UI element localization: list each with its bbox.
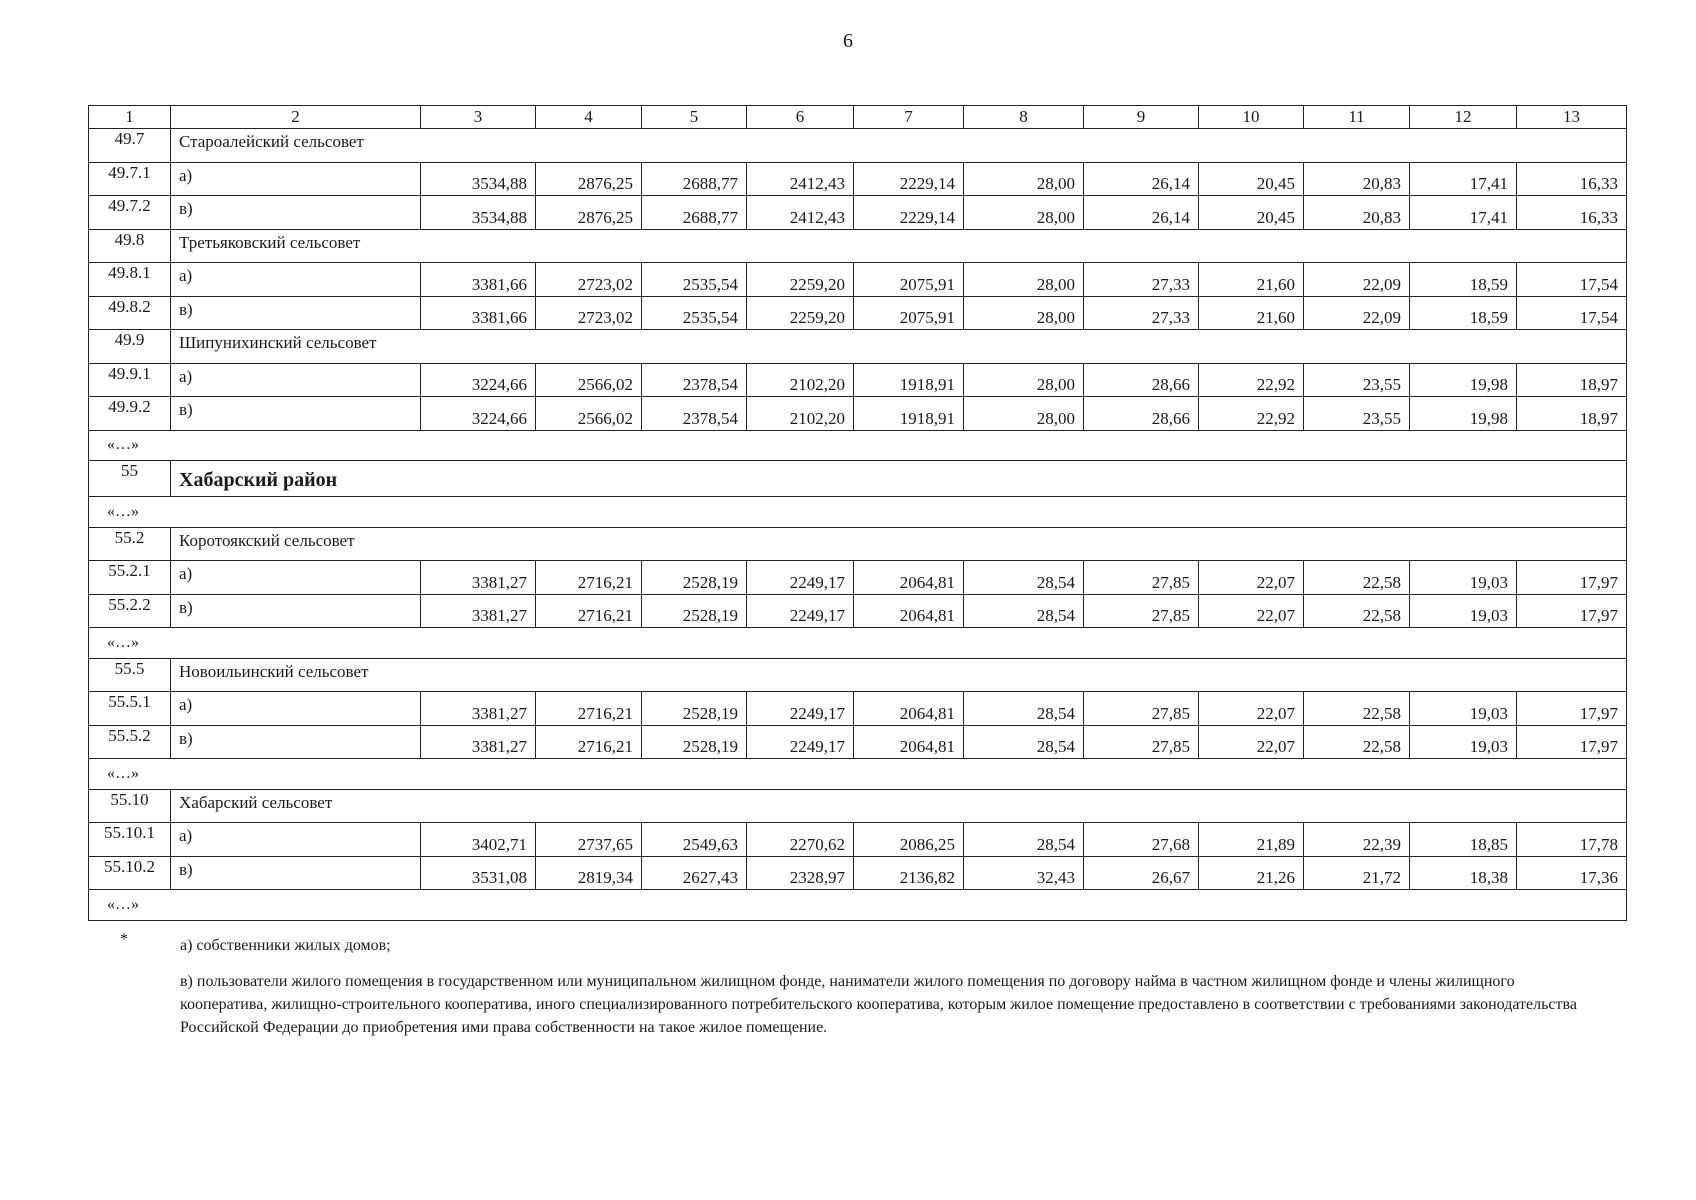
table-row bbox=[89, 397, 1627, 431]
row-code: 49.7.2 bbox=[89, 196, 171, 230]
value-cell: 2412,43 bbox=[747, 162, 854, 196]
value-cell: 2528,19 bbox=[642, 561, 747, 595]
district-row bbox=[89, 461, 1627, 497]
omitted-marker: «…» bbox=[89, 759, 1627, 790]
value-cell: 3381,27 bbox=[421, 561, 536, 595]
row-code: 49.9.1 bbox=[89, 363, 171, 397]
value-cell: 17,78 bbox=[1517, 823, 1627, 857]
value-cell: 1918,91 bbox=[854, 397, 964, 431]
value-cell: 27,85 bbox=[1084, 561, 1199, 595]
table-row bbox=[89, 363, 1627, 397]
value-cell: 28,00 bbox=[964, 162, 1084, 196]
value-cell: 21,72 bbox=[1304, 856, 1410, 890]
omitted-marker: «…» bbox=[89, 890, 1627, 921]
row-code: 55.5.1 bbox=[89, 692, 171, 726]
value-cell: 28,54 bbox=[964, 692, 1084, 726]
row-code: 49.8 bbox=[89, 229, 171, 263]
value-cell: 22,07 bbox=[1199, 692, 1304, 726]
tariff-table bbox=[88, 105, 1627, 921]
value-cell: 17,97 bbox=[1517, 561, 1627, 595]
value-cell: 2412,43 bbox=[747, 196, 854, 230]
value-cell: 2259,20 bbox=[747, 263, 854, 297]
value-cell: 17,97 bbox=[1517, 594, 1627, 628]
value-cell: 28,66 bbox=[1084, 397, 1199, 431]
row-code: 55.5 bbox=[89, 658, 171, 692]
table-row bbox=[89, 561, 1627, 595]
category-label: а) bbox=[171, 263, 421, 297]
value-cell: 2102,20 bbox=[747, 363, 854, 397]
value-cell: 27,68 bbox=[1084, 823, 1199, 857]
value-cell: 19,98 bbox=[1410, 397, 1517, 431]
column-header: 1 bbox=[89, 106, 171, 129]
value-cell: 20,45 bbox=[1199, 196, 1304, 230]
table-body bbox=[89, 106, 1627, 921]
footnote-owners: а) собственники жилых домов; bbox=[180, 937, 391, 954]
value-cell: 19,98 bbox=[1410, 363, 1517, 397]
value-cell: 27,85 bbox=[1084, 594, 1199, 628]
district-name: Хабарский район bbox=[171, 461, 1627, 497]
value-cell: 26,67 bbox=[1084, 856, 1199, 890]
value-cell: 2075,91 bbox=[854, 296, 964, 330]
section-name: Староалейский сельсовет bbox=[171, 129, 1627, 163]
value-cell: 2378,54 bbox=[642, 363, 747, 397]
category-label: в) bbox=[171, 397, 421, 431]
table-row bbox=[89, 594, 1627, 628]
row-code: 55.2.2 bbox=[89, 594, 171, 628]
footnote-users: в) пользователи жилого помещения в государственном или муниципальном жилищном фонде, наниматели жилого помещения по договору найма в частном жилищном фонде и члены жилищного кооператива, жилищно-строительного кооператива, иного специализированного потребительского кооператива, которым жилое помещение предоставлено в соответствии с требованиями законодательства Российской Федерации до приобретения ими права собственности на такое жилое помещение. bbox=[180, 973, 1577, 1036]
ellipsis-row bbox=[89, 497, 1627, 528]
value-cell: 19,03 bbox=[1410, 561, 1517, 595]
value-cell: 2819,34 bbox=[536, 856, 642, 890]
value-cell: 18,59 bbox=[1410, 263, 1517, 297]
table-row bbox=[89, 692, 1627, 726]
section-row bbox=[89, 527, 1627, 561]
column-header: 8 bbox=[964, 106, 1084, 129]
column-header: 11 bbox=[1304, 106, 1410, 129]
value-cell: 17,54 bbox=[1517, 296, 1627, 330]
value-cell: 22,58 bbox=[1304, 692, 1410, 726]
table-row bbox=[89, 856, 1627, 890]
column-header: 4 bbox=[536, 106, 642, 129]
value-cell: 2075,91 bbox=[854, 263, 964, 297]
value-cell: 28,00 bbox=[964, 296, 1084, 330]
value-cell: 3224,66 bbox=[421, 397, 536, 431]
value-cell: 26,14 bbox=[1084, 162, 1199, 196]
row-code: 55.10.2 bbox=[89, 856, 171, 890]
value-cell: 18,97 bbox=[1517, 363, 1627, 397]
section-name: Новоильинский сельсовет bbox=[171, 658, 1627, 692]
column-header: 3 bbox=[421, 106, 536, 129]
category-label: а) bbox=[171, 561, 421, 595]
ellipsis-row bbox=[89, 628, 1627, 659]
value-cell: 3381,27 bbox=[421, 594, 536, 628]
value-cell: 2229,14 bbox=[854, 196, 964, 230]
section-name: Шипунихинский сельсовет bbox=[171, 330, 1627, 364]
value-cell: 18,59 bbox=[1410, 296, 1517, 330]
value-cell: 22,09 bbox=[1304, 263, 1410, 297]
value-cell: 2259,20 bbox=[747, 296, 854, 330]
footnote-marker: * bbox=[120, 931, 128, 948]
value-cell: 18,85 bbox=[1410, 823, 1517, 857]
value-cell: 28,54 bbox=[964, 561, 1084, 595]
section-row bbox=[89, 129, 1627, 163]
value-cell: 22,58 bbox=[1304, 725, 1410, 759]
section-name: Коротоякский сельсовет bbox=[171, 527, 1627, 561]
value-cell: 3402,71 bbox=[421, 823, 536, 857]
value-cell: 19,03 bbox=[1410, 725, 1517, 759]
row-code: 55.10.1 bbox=[89, 823, 171, 857]
column-header: 2 bbox=[171, 106, 421, 129]
column-header: 10 bbox=[1199, 106, 1304, 129]
value-cell: 22,07 bbox=[1199, 594, 1304, 628]
value-cell: 2064,81 bbox=[854, 725, 964, 759]
value-cell: 2086,25 bbox=[854, 823, 964, 857]
value-cell: 2535,54 bbox=[642, 296, 747, 330]
value-cell: 16,33 bbox=[1517, 162, 1627, 196]
ellipsis-row bbox=[89, 430, 1627, 461]
value-cell: 2249,17 bbox=[747, 692, 854, 726]
value-cell: 2528,19 bbox=[642, 692, 747, 726]
value-cell: 20,45 bbox=[1199, 162, 1304, 196]
category-label: в) bbox=[171, 856, 421, 890]
page-number: 6 bbox=[843, 30, 853, 52]
table-row bbox=[89, 162, 1627, 196]
table-row bbox=[89, 296, 1627, 330]
value-cell: 2723,02 bbox=[536, 296, 642, 330]
value-cell: 17,54 bbox=[1517, 263, 1627, 297]
row-code: 55.5.2 bbox=[89, 725, 171, 759]
value-cell: 17,41 bbox=[1410, 196, 1517, 230]
value-cell: 28,54 bbox=[964, 594, 1084, 628]
row-code: 49.9.2 bbox=[89, 397, 171, 431]
value-cell: 3534,88 bbox=[421, 196, 536, 230]
value-cell: 2328,97 bbox=[747, 856, 854, 890]
value-cell: 2535,54 bbox=[642, 263, 747, 297]
value-cell: 3381,27 bbox=[421, 692, 536, 726]
value-cell: 22,92 bbox=[1199, 397, 1304, 431]
value-cell: 27,85 bbox=[1084, 725, 1199, 759]
omitted-marker: «…» bbox=[89, 497, 1627, 528]
value-cell: 23,55 bbox=[1304, 397, 1410, 431]
value-cell: 3381,66 bbox=[421, 263, 536, 297]
value-cell: 28,00 bbox=[964, 397, 1084, 431]
value-cell: 17,41 bbox=[1410, 162, 1517, 196]
category-label: а) bbox=[171, 692, 421, 726]
value-cell: 22,58 bbox=[1304, 594, 1410, 628]
value-cell: 2716,21 bbox=[536, 692, 642, 726]
value-cell: 18,38 bbox=[1410, 856, 1517, 890]
section-row bbox=[89, 789, 1627, 823]
value-cell: 2723,02 bbox=[536, 263, 642, 297]
value-cell: 22,07 bbox=[1199, 561, 1304, 595]
value-cell: 22,07 bbox=[1199, 725, 1304, 759]
value-cell: 2270,62 bbox=[747, 823, 854, 857]
category-label: в) bbox=[171, 296, 421, 330]
row-code: 49.8.1 bbox=[89, 263, 171, 297]
value-cell: 27,33 bbox=[1084, 263, 1199, 297]
value-cell: 19,03 bbox=[1410, 692, 1517, 726]
value-cell: 2249,17 bbox=[747, 725, 854, 759]
ellipsis-row bbox=[89, 759, 1627, 790]
value-cell: 32,43 bbox=[964, 856, 1084, 890]
table-row bbox=[89, 725, 1627, 759]
value-cell: 23,55 bbox=[1304, 363, 1410, 397]
value-cell: 22,09 bbox=[1304, 296, 1410, 330]
value-cell: 2528,19 bbox=[642, 594, 747, 628]
category-label: а) bbox=[171, 823, 421, 857]
value-cell: 21,60 bbox=[1199, 263, 1304, 297]
value-cell: 20,83 bbox=[1304, 162, 1410, 196]
row-code: 55.2 bbox=[89, 527, 171, 561]
value-cell: 2549,63 bbox=[642, 823, 747, 857]
value-cell: 2688,77 bbox=[642, 196, 747, 230]
value-cell: 28,54 bbox=[964, 725, 1084, 759]
value-cell: 22,92 bbox=[1199, 363, 1304, 397]
value-cell: 3381,27 bbox=[421, 725, 536, 759]
category-label: в) bbox=[171, 196, 421, 230]
column-header: 9 bbox=[1084, 106, 1199, 129]
value-cell: 2064,81 bbox=[854, 561, 964, 595]
value-cell: 2064,81 bbox=[854, 692, 964, 726]
value-cell: 27,33 bbox=[1084, 296, 1199, 330]
category-label: а) bbox=[171, 162, 421, 196]
ellipsis-row bbox=[89, 890, 1627, 921]
value-cell: 17,97 bbox=[1517, 725, 1627, 759]
column-header: 13 bbox=[1517, 106, 1627, 129]
section-name: Третьяковский сельсовет bbox=[171, 229, 1627, 263]
value-cell: 20,83 bbox=[1304, 196, 1410, 230]
value-cell: 2566,02 bbox=[536, 397, 642, 431]
value-cell: 2688,77 bbox=[642, 162, 747, 196]
column-header: 7 bbox=[854, 106, 964, 129]
section-row bbox=[89, 330, 1627, 364]
value-cell: 28,00 bbox=[964, 363, 1084, 397]
omitted-marker: «…» bbox=[89, 628, 1627, 659]
value-cell: 2737,65 bbox=[536, 823, 642, 857]
value-cell: 28,00 bbox=[964, 196, 1084, 230]
section-name: Хабарский сельсовет bbox=[171, 789, 1627, 823]
value-cell: 2249,17 bbox=[747, 561, 854, 595]
value-cell: 2716,21 bbox=[536, 725, 642, 759]
category-label: а) bbox=[171, 363, 421, 397]
column-header: 12 bbox=[1410, 106, 1517, 129]
section-row bbox=[89, 658, 1627, 692]
value-cell: 2528,19 bbox=[642, 725, 747, 759]
row-code: 49.7.1 bbox=[89, 162, 171, 196]
category-label: в) bbox=[171, 594, 421, 628]
row-code: 55.2.1 bbox=[89, 561, 171, 595]
value-cell: 21,60 bbox=[1199, 296, 1304, 330]
value-cell: 3531,08 bbox=[421, 856, 536, 890]
category-label: в) bbox=[171, 725, 421, 759]
value-cell: 2716,21 bbox=[536, 561, 642, 595]
row-code: 49.7 bbox=[89, 129, 171, 163]
column-header: 5 bbox=[642, 106, 747, 129]
value-cell: 2566,02 bbox=[536, 363, 642, 397]
value-cell: 16,33 bbox=[1517, 196, 1627, 230]
value-cell: 3381,66 bbox=[421, 296, 536, 330]
value-cell: 17,97 bbox=[1517, 692, 1627, 726]
column-header: 6 bbox=[747, 106, 854, 129]
value-cell: 21,26 bbox=[1199, 856, 1304, 890]
value-cell: 26,14 bbox=[1084, 196, 1199, 230]
value-cell: 2102,20 bbox=[747, 397, 854, 431]
value-cell: 22,58 bbox=[1304, 561, 1410, 595]
value-cell: 3224,66 bbox=[421, 363, 536, 397]
value-cell: 28,54 bbox=[964, 823, 1084, 857]
value-cell: 27,85 bbox=[1084, 692, 1199, 726]
value-cell: 2876,25 bbox=[536, 196, 642, 230]
value-cell: 2716,21 bbox=[536, 594, 642, 628]
value-cell: 3534,88 bbox=[421, 162, 536, 196]
value-cell: 2627,43 bbox=[642, 856, 747, 890]
value-cell: 21,89 bbox=[1199, 823, 1304, 857]
value-cell: 19,03 bbox=[1410, 594, 1517, 628]
value-cell: 2378,54 bbox=[642, 397, 747, 431]
value-cell: 2064,81 bbox=[854, 594, 964, 628]
value-cell: 2229,14 bbox=[854, 162, 964, 196]
row-code: 49.9 bbox=[89, 330, 171, 364]
table-row bbox=[89, 196, 1627, 230]
table-row bbox=[89, 823, 1627, 857]
value-cell: 2249,17 bbox=[747, 594, 854, 628]
value-cell: 18,97 bbox=[1517, 397, 1627, 431]
row-code: 55 bbox=[89, 461, 171, 497]
table-row bbox=[89, 263, 1627, 297]
value-cell: 17,36 bbox=[1517, 856, 1627, 890]
value-cell: 1918,91 bbox=[854, 363, 964, 397]
value-cell: 2136,82 bbox=[854, 856, 964, 890]
value-cell: 28,66 bbox=[1084, 363, 1199, 397]
value-cell: 28,00 bbox=[964, 263, 1084, 297]
row-code: 49.8.2 bbox=[89, 296, 171, 330]
omitted-marker: «…» bbox=[89, 430, 1627, 461]
value-cell: 22,39 bbox=[1304, 823, 1410, 857]
header-row bbox=[89, 106, 1627, 129]
row-code: 55.10 bbox=[89, 789, 171, 823]
value-cell: 2876,25 bbox=[536, 162, 642, 196]
section-row bbox=[89, 229, 1627, 263]
